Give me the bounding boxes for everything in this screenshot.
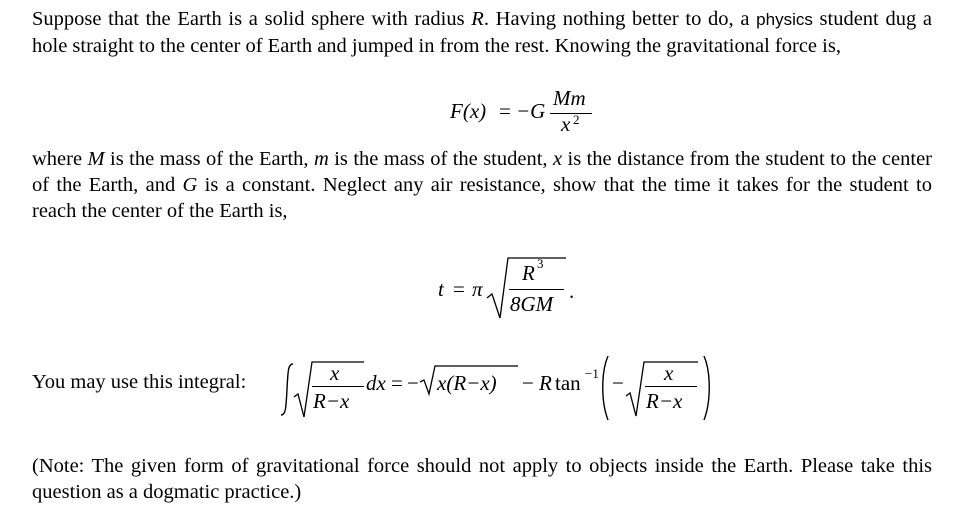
time-equals: = bbox=[453, 277, 465, 301]
where-mass-earth-symbol: M bbox=[87, 148, 105, 170]
integral-inner-denominator: R−x bbox=[646, 389, 683, 413]
where-text-a: where bbox=[32, 148, 88, 170]
integral-negative-sign: − bbox=[407, 371, 419, 395]
where-text-b: is the mass of the Earth, bbox=[104, 148, 314, 170]
integral-fraction-bar bbox=[312, 386, 364, 387]
where-constant-symbol: G bbox=[182, 174, 198, 196]
intro-text-a: Suppose that the Earth is a solid sphere with radius bbox=[32, 8, 472, 30]
where-distance-symbol: x bbox=[552, 148, 563, 170]
time-numerator-exponent: 3 bbox=[537, 256, 544, 271]
where-text-e: is a constant. Neglect any air resistance, show that the time it takes for the student to reach the center of the Earth is, bbox=[32, 174, 932, 222]
integral-inner-negative: − bbox=[612, 371, 624, 395]
integral-result-sqrt-argument: x(R−x) bbox=[437, 371, 497, 395]
note-paragraph: (Note: The given form of gravitational force should not apply to objects inside the Earth. Please take this question as a dogmatic practice.) bbox=[32, 455, 932, 503]
intro-radius-symbol: R bbox=[471, 8, 484, 30]
integral-result-R: R bbox=[539, 371, 552, 395]
force-denominator: x bbox=[561, 112, 571, 136]
integral-result-tan-exponent: −1 bbox=[585, 366, 599, 381]
integral-inner-fraction-bar bbox=[645, 386, 697, 387]
where-text-d: is the distance from the student to the center of the Earth, and bbox=[32, 148, 932, 196]
integral-label: You may use this integral: bbox=[32, 371, 247, 393]
integral-dx: dx bbox=[366, 371, 386, 395]
integral-result-tan: tan bbox=[555, 371, 581, 395]
time-lhs: t bbox=[438, 277, 444, 301]
time-numerator: R bbox=[522, 261, 535, 285]
integral-result-minus: − bbox=[522, 371, 534, 395]
intro-text-c: student dug a hole straight to the center of Earth and jumped in from the rest. Knowing the gravitational force is, bbox=[32, 8, 932, 57]
force-fraction-bar bbox=[550, 113, 592, 114]
time-period: . bbox=[569, 279, 575, 303]
time-fraction-bar bbox=[509, 289, 564, 290]
time-denominator: 8GM bbox=[510, 292, 554, 316]
where-text-c: is the mass of the student, bbox=[328, 148, 553, 170]
integral-equals: = bbox=[391, 371, 403, 395]
where-mass-student-symbol: m bbox=[313, 148, 329, 170]
intro-text-b: . Having nothing better to do, a bbox=[483, 8, 757, 30]
intro-physics-word: physics bbox=[756, 10, 813, 29]
where-paragraph bbox=[32, 146, 932, 224]
integral-numerator: x bbox=[330, 361, 340, 385]
integral-denominator: R−x bbox=[313, 389, 350, 413]
time-pi: π bbox=[472, 277, 483, 301]
integral-inner-numerator: x bbox=[664, 361, 674, 385]
force-numerator: Mm bbox=[553, 86, 586, 110]
force-denominator-exponent: 2 bbox=[573, 112, 580, 127]
force-lhs: F(x) bbox=[450, 99, 487, 123]
intro-paragraph bbox=[32, 6, 932, 59]
force-equals: = bbox=[499, 99, 511, 123]
force-minus-g: −G bbox=[516, 99, 546, 123]
